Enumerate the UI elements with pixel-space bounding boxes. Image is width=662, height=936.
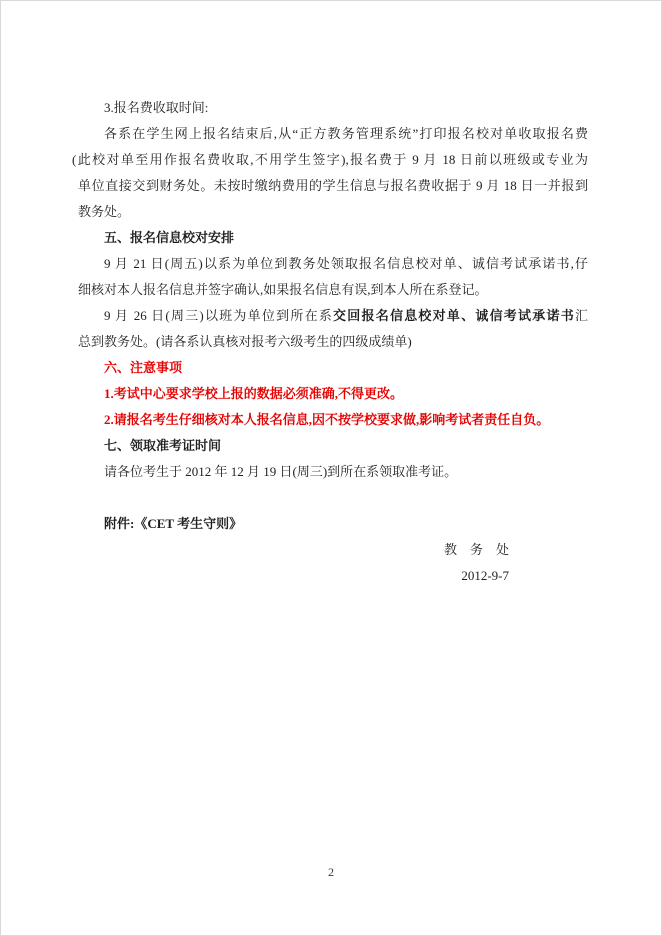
fee-collection-time-heading: 3.报名费收取时间:	[104, 100, 209, 115]
section7-heading: 七、领取准考证时间	[104, 438, 222, 453]
fee-paragraph-line-4: 教务处。	[78, 204, 131, 219]
page-number: 2	[328, 865, 334, 879]
section6-heading: 六、注意事项	[104, 360, 183, 375]
section7-line1: 请各位考生于 2012 年 12 月 19 日(周三)到所在系领取准考证。	[104, 464, 458, 479]
fee-paragraph-line-3: 单位直接交到财务处。未按时缴纳费用的学生信息与报名费收据于 9 月 18 日一并报到	[78, 178, 588, 193]
signature-department: 教 务 处	[443, 542, 509, 557]
fee-paragraph-line-1: 各系在学生网上报名结束后,从“正方教务管理系统”打印报名校对单收取报名费	[104, 126, 588, 141]
para2-tail-text: 汇	[574, 308, 588, 323]
document-body	[72, 95, 588, 589]
blank-line	[78, 485, 588, 511]
section5-para2-line1	[78, 303, 588, 329]
section5-para1-line2: 细核对本人报名信息并签字确认,如果报名信息有误,到本人所在系登记。	[78, 282, 488, 297]
attachment-line: 附件:《CET 考生守则》	[104, 516, 243, 531]
fee-paragraph-line-2: (此校对单至用作报名费收取,不用学生签字),报名费于 9 月 18 日前以班级或专业为	[72, 152, 588, 167]
para2-regular-text: 9 月 26 日(周三)以班为单位到所在系	[104, 308, 334, 323]
signature-date: 2012-9-7	[461, 568, 509, 583]
section5-heading: 五、报名信息校对安排	[104, 230, 235, 245]
notice-item-1: 1.考试中心要求学校上报的数据必须准确,不得更改。	[104, 386, 404, 401]
para2-bold-text: 交回报名信息校对单、诚信考试承诺书	[333, 308, 575, 323]
section5-para1-line1: 9 月 21 日(周五)以系为单位到教务处领取报名信息校对单、诚信考试承诺书,仔	[104, 256, 588, 271]
notice-item-2: 2.请报名考生仔细核对本人报名信息,因不按学校要求做,影响考试者责任自负。	[104, 412, 550, 427]
section5-para2-line2: 总到教务处。(请各系认真核对报考六级考生的四级成绩单)	[78, 334, 412, 349]
